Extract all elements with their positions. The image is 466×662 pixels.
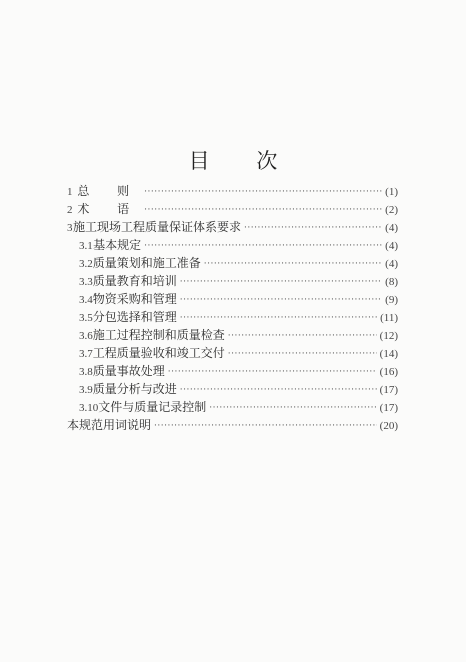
toc-entry-3-6[interactable] <box>79 328 398 343</box>
toc-entry-3-4[interactable] <box>79 292 398 307</box>
toc-leader-dots <box>168 365 377 380</box>
toc-entry-3-1[interactable] <box>79 238 398 253</box>
toc-entry-label: 施工现场工程质量保证体系要求 <box>73 220 242 234</box>
toc-entry-3-3[interactable] <box>79 274 398 289</box>
toc-title: 目 次 <box>188 149 298 173</box>
toc-leader-dots <box>180 293 382 308</box>
toc-entry-page: (8) <box>385 276 398 288</box>
toc-entry-3-8[interactable] <box>79 364 398 379</box>
toc-entry-number: 3.6 <box>79 330 93 342</box>
toc-entry-page: (20) <box>379 420 398 432</box>
toc-leader-dots <box>180 383 377 398</box>
toc-entry-number: 3.5 <box>79 312 93 324</box>
toc-leader-dots <box>228 329 377 344</box>
toc-leader-dots <box>209 401 376 416</box>
toc-entry-number: 3.8 <box>79 366 93 378</box>
toc-entry-3-5[interactable] <box>79 310 398 325</box>
toc-entry-label: 总 则 <box>77 184 142 198</box>
toc-entry-page: (4) <box>385 222 398 234</box>
toc-entry-page: (4) <box>385 258 398 270</box>
toc-entry-number: 2 <box>67 204 73 216</box>
toc-entry-number: 3.3 <box>79 276 93 288</box>
toc-entry-label: 质量策划和施工准备 <box>92 256 201 270</box>
toc-entry-label: 物资采购和管理 <box>92 292 177 306</box>
toc-entry-page: (17) <box>379 384 398 396</box>
toc-entry-3-9[interactable] <box>79 382 398 397</box>
toc-leader-dots <box>144 239 382 254</box>
toc-entry-label: 工程质量验收和竣工交付 <box>92 346 225 360</box>
toc-entry-2[interactable] <box>67 202 398 217</box>
toc-entry-label: 质量分析与改进 <box>92 382 177 396</box>
toc-entry-label: 分包选择和管理 <box>92 310 177 324</box>
toc-entry-page: (4) <box>385 240 398 252</box>
toc-entry-label: 施工过程控制和质量检查 <box>92 328 225 342</box>
toc-entry-label: 基本规定 <box>93 238 142 252</box>
toc-entry-1[interactable] <box>67 184 398 199</box>
toc-entry-label: 质量教育和培训 <box>92 274 177 288</box>
toc-entry-label: 术 语 <box>77 202 142 216</box>
toc-entry-number: 3.7 <box>79 348 93 360</box>
toc-entry-label: 本规范用词说明 <box>67 418 152 432</box>
toc-leader-dots <box>154 419 377 434</box>
toc-entry-number: 3 <box>67 222 73 234</box>
toc-leader-dots <box>144 185 382 200</box>
toc-leader-dots <box>144 203 382 218</box>
toc-entry-page: (17) <box>379 402 398 414</box>
toc-entry-page: (1) <box>385 186 398 198</box>
toc-entry-number: 3.2 <box>79 258 93 270</box>
toc-entry-page: (14) <box>379 348 398 360</box>
toc-entry-page: (2) <box>385 204 398 216</box>
toc-leader-dots <box>180 311 377 326</box>
toc-entry-label: 文件与质量记录控制 <box>98 400 207 414</box>
toc-entry-page: (16) <box>379 366 398 378</box>
toc-entry-3-2[interactable] <box>79 256 398 271</box>
toc-entry-page: (9) <box>385 294 398 306</box>
toc-entry-number: 3.9 <box>79 384 93 396</box>
toc-entry-label: 质量事故处理 <box>92 364 165 378</box>
toc-entry-number: 3.4 <box>79 294 93 306</box>
toc-leader-dots <box>228 347 377 362</box>
toc-entry-wording-explanation[interactable] <box>67 418 398 433</box>
toc-entry-number: 1 <box>67 186 73 198</box>
toc-entry-3[interactable] <box>67 220 398 235</box>
toc-leader-dots <box>204 257 382 272</box>
toc-leader-dots <box>180 275 382 290</box>
toc-leader-dots <box>244 221 382 236</box>
toc-entry-page: (11) <box>380 312 398 324</box>
toc-entry-number: 3.1 <box>79 240 93 252</box>
toc-entry-page: (12) <box>379 330 398 342</box>
toc-entry-3-7[interactable] <box>79 346 398 361</box>
toc-entry-3-10[interactable] <box>79 400 398 415</box>
toc-entry-number: 3.10 <box>79 402 99 414</box>
